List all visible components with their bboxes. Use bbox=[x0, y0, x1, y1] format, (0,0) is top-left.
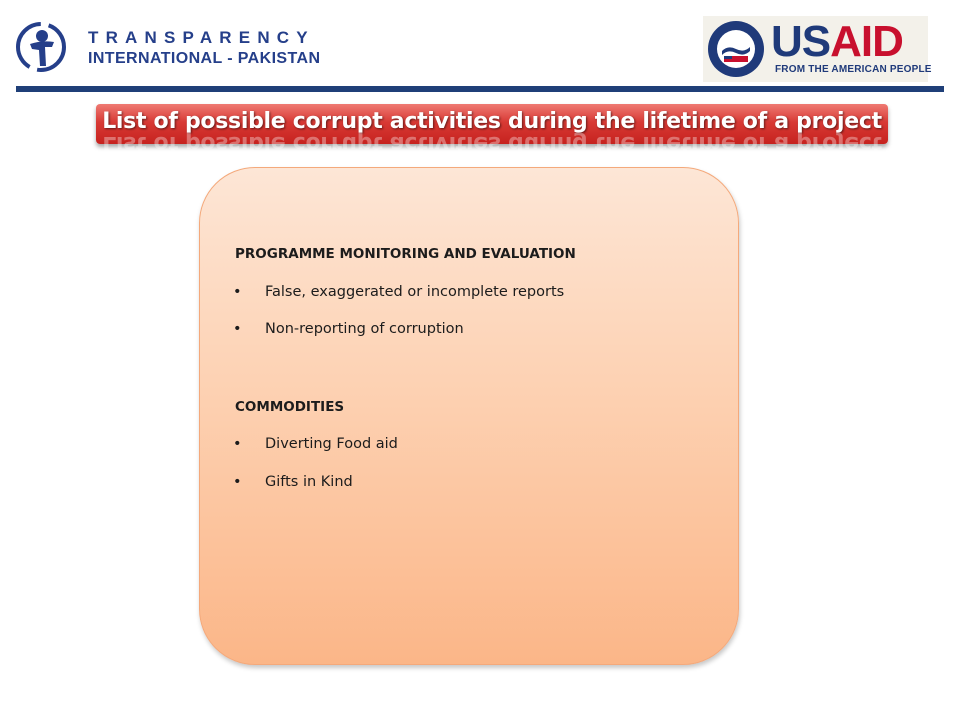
usaid-wordmark-aid: AID bbox=[830, 17, 903, 66]
list-item-text: Diverting Food aid bbox=[265, 436, 398, 452]
usaid-tagline: FROM THE AMERICAN PEOPLE bbox=[775, 64, 932, 75]
list-item-text: Non-reporting of corruption bbox=[265, 321, 464, 337]
slide-title-reflection bbox=[96, 131, 888, 156]
bullet-icon: • bbox=[233, 284, 242, 300]
list-item-text: Gifts in Kind bbox=[265, 474, 353, 490]
ti-pakistan-logo bbox=[16, 22, 321, 76]
section-heading-commodities: COMMODITIES bbox=[235, 399, 345, 415]
slide-title: List of possible corrupt activities during the lifetime of a project bbox=[102, 109, 882, 134]
bullet-icon: • bbox=[233, 436, 242, 452]
content-card bbox=[199, 167, 739, 665]
header-divider bbox=[16, 86, 944, 92]
ti-logo-line2: INTERNATIONAL - PAKISTAN bbox=[88, 50, 321, 67]
ti-logo-line1: TRANSPARENCY bbox=[88, 28, 315, 47]
ti-person-mark-icon bbox=[16, 22, 66, 72]
list-item-text: False, exaggerated or incomplete reports bbox=[265, 284, 565, 300]
title-banner bbox=[96, 104, 888, 156]
usaid-wordmark bbox=[771, 18, 903, 66]
section-heading-monitoring: PROGRAMME MONITORING AND EVALUATION bbox=[235, 246, 576, 262]
bullet-icon: • bbox=[233, 321, 242, 337]
usaid-wordmark-us: US bbox=[771, 17, 831, 66]
usaid-logo bbox=[703, 16, 932, 82]
bullet-icon: • bbox=[233, 474, 242, 490]
slide-title-reflection-text: List of possible corrupt activities during the lifetime of a project bbox=[102, 131, 882, 156]
usaid-seal-icon bbox=[706, 19, 766, 79]
